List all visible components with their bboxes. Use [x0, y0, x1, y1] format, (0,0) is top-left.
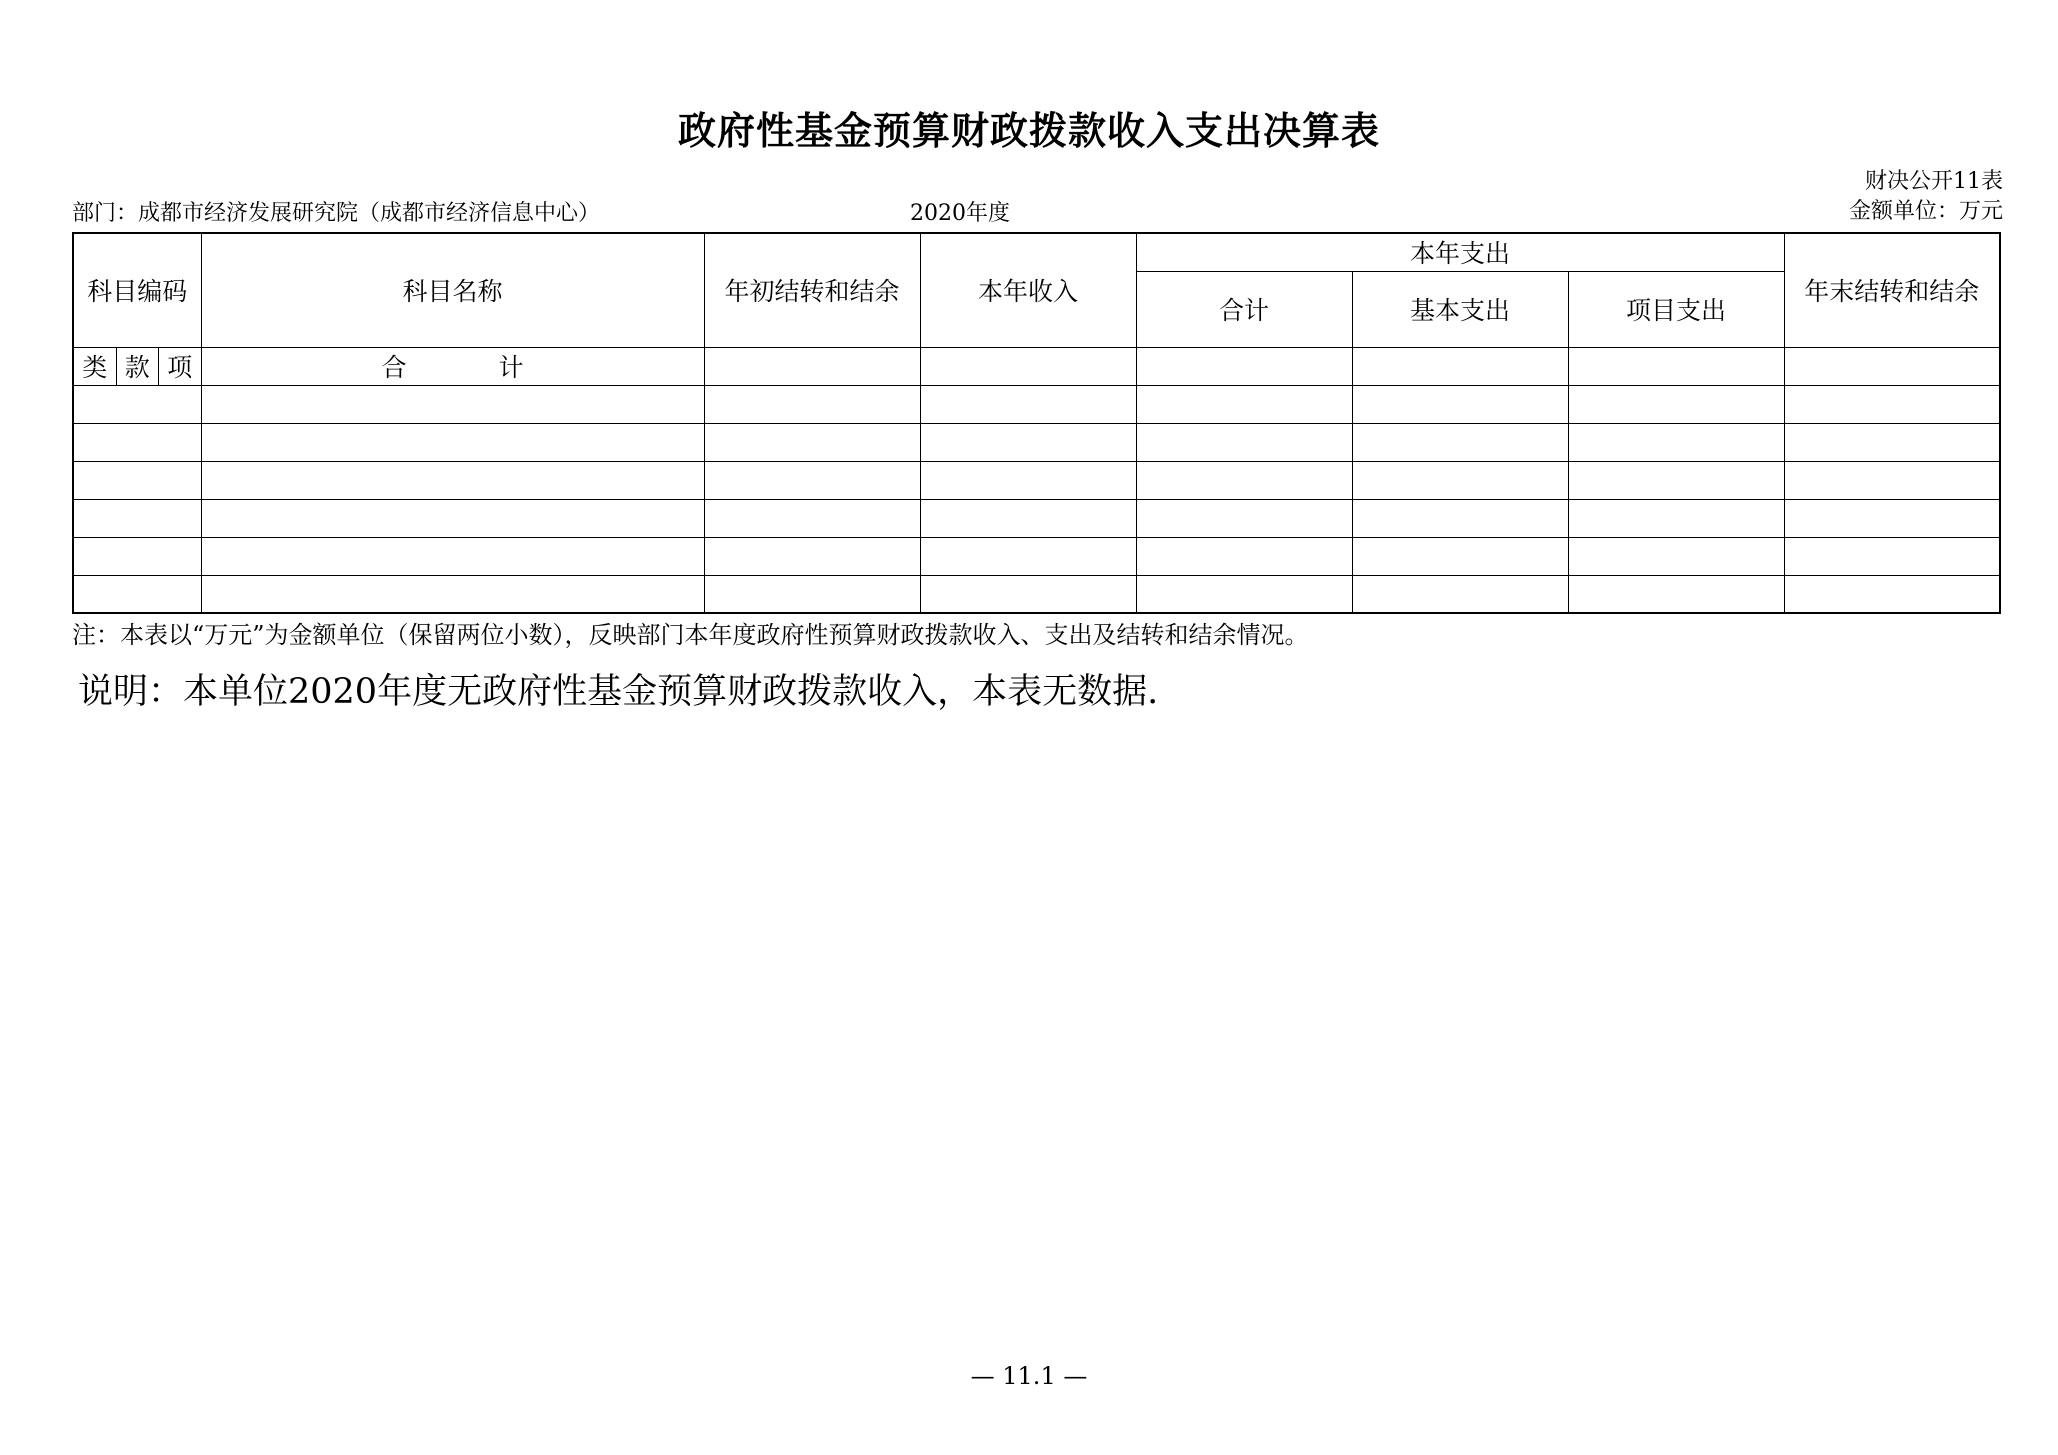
table-cell [1352, 575, 1568, 613]
table-cell [1352, 499, 1568, 537]
table-cell [73, 575, 201, 613]
table-form-number: 财决公开11表 [1865, 169, 2003, 194]
table-cell [1784, 423, 2000, 461]
amount-unit: 金额单位：万元 [1848, 199, 2003, 224]
table-cell [1136, 423, 1352, 461]
table-cell [1568, 385, 1784, 423]
table-cell [704, 423, 920, 461]
table-cell [201, 537, 704, 575]
table-cell [201, 461, 704, 499]
header-income: 本年收入 [920, 233, 1136, 347]
table-cell [1784, 499, 2000, 537]
table-cell [920, 537, 1136, 575]
page-number: — 11.1 — [970, 1362, 1088, 1390]
fiscal-year: 2020年度 [910, 201, 1010, 226]
table-cell [1136, 575, 1352, 613]
table-cell [704, 385, 920, 423]
table-cell [920, 461, 1136, 499]
table-cell [1352, 461, 1568, 499]
explanation-text: 说明：本单位2020年度无政府性基金预算财政拨款收入，本表无数据. [78, 672, 1159, 712]
table-row [73, 537, 2000, 575]
table-cell [1136, 499, 1352, 537]
table-cell [920, 385, 1136, 423]
table-cell [1352, 347, 1568, 385]
table-cell [1568, 499, 1784, 537]
table-row [73, 461, 2000, 499]
table-cell [201, 575, 704, 613]
table-cell [201, 423, 704, 461]
table-cell [1136, 385, 1352, 423]
table-cell [704, 461, 920, 499]
header-expenditure-group: 本年支出 [1136, 233, 1784, 271]
table-cell [73, 385, 201, 423]
header-item: 项 [167, 353, 193, 382]
table-cell [73, 461, 201, 499]
table-cell [704, 347, 920, 385]
budget-table [72, 232, 2001, 614]
table-cell [1352, 385, 1568, 423]
table-row [73, 575, 2000, 613]
table-cell [1568, 347, 1784, 385]
total-label-1: 合 [381, 353, 407, 382]
total-label [201, 347, 704, 385]
header-opening-balance: 年初结转和结余 [704, 233, 920, 347]
table-cell [1784, 385, 2000, 423]
table-cell [1784, 537, 2000, 575]
table-cell [1568, 537, 1784, 575]
header-closing-balance: 年末结转和结余 [1784, 233, 2000, 347]
header-exp-total: 合计 [1136, 271, 1352, 347]
table-cell [1784, 347, 2000, 385]
total-label-2: 计 [498, 353, 524, 382]
table-cell [704, 575, 920, 613]
table-row [73, 423, 2000, 461]
table-row [73, 385, 2000, 423]
header-name: 科目名称 [201, 233, 704, 347]
page-title: 政府性基金预算财政拨款收入支出决算表 [677, 109, 1380, 153]
table-cell [73, 537, 201, 575]
table-cell [1568, 575, 1784, 613]
header-code: 科目编码 [73, 233, 201, 347]
table-cell [1136, 461, 1352, 499]
table-cell [920, 499, 1136, 537]
header-exp-project: 项目支出 [1568, 271, 1784, 347]
table-cell [1568, 423, 1784, 461]
table-cell [920, 423, 1136, 461]
table-cell [1784, 461, 2000, 499]
table-cell [1568, 461, 1784, 499]
table-cell [1784, 575, 2000, 613]
table-cell [704, 537, 920, 575]
table-cell [1352, 423, 1568, 461]
total-row [73, 347, 2000, 385]
table-cell [920, 575, 1136, 613]
table-cell [1136, 347, 1352, 385]
header-class: 类 [74, 348, 117, 385]
header-exp-basic: 基本支出 [1352, 271, 1568, 347]
table-cell [1136, 537, 1352, 575]
code-subheader [73, 347, 201, 385]
table-cell [1352, 537, 1568, 575]
table-cell [201, 499, 704, 537]
table-row [73, 499, 2000, 537]
header-kuan: 款 [117, 348, 160, 385]
table-note: 注：本表以“万元”为金额单位（保留两位小数），反映部门本年度政府性预算财政拨款收入、支出及结转和结余情况。 [72, 621, 1309, 649]
table-cell [920, 347, 1136, 385]
table-cell [704, 499, 920, 537]
table-cell [201, 385, 704, 423]
table-cell [73, 499, 201, 537]
department-label: 部门：成都市经济发展研究院（成都市经济信息中心） [72, 201, 601, 226]
table-cell [73, 423, 201, 461]
